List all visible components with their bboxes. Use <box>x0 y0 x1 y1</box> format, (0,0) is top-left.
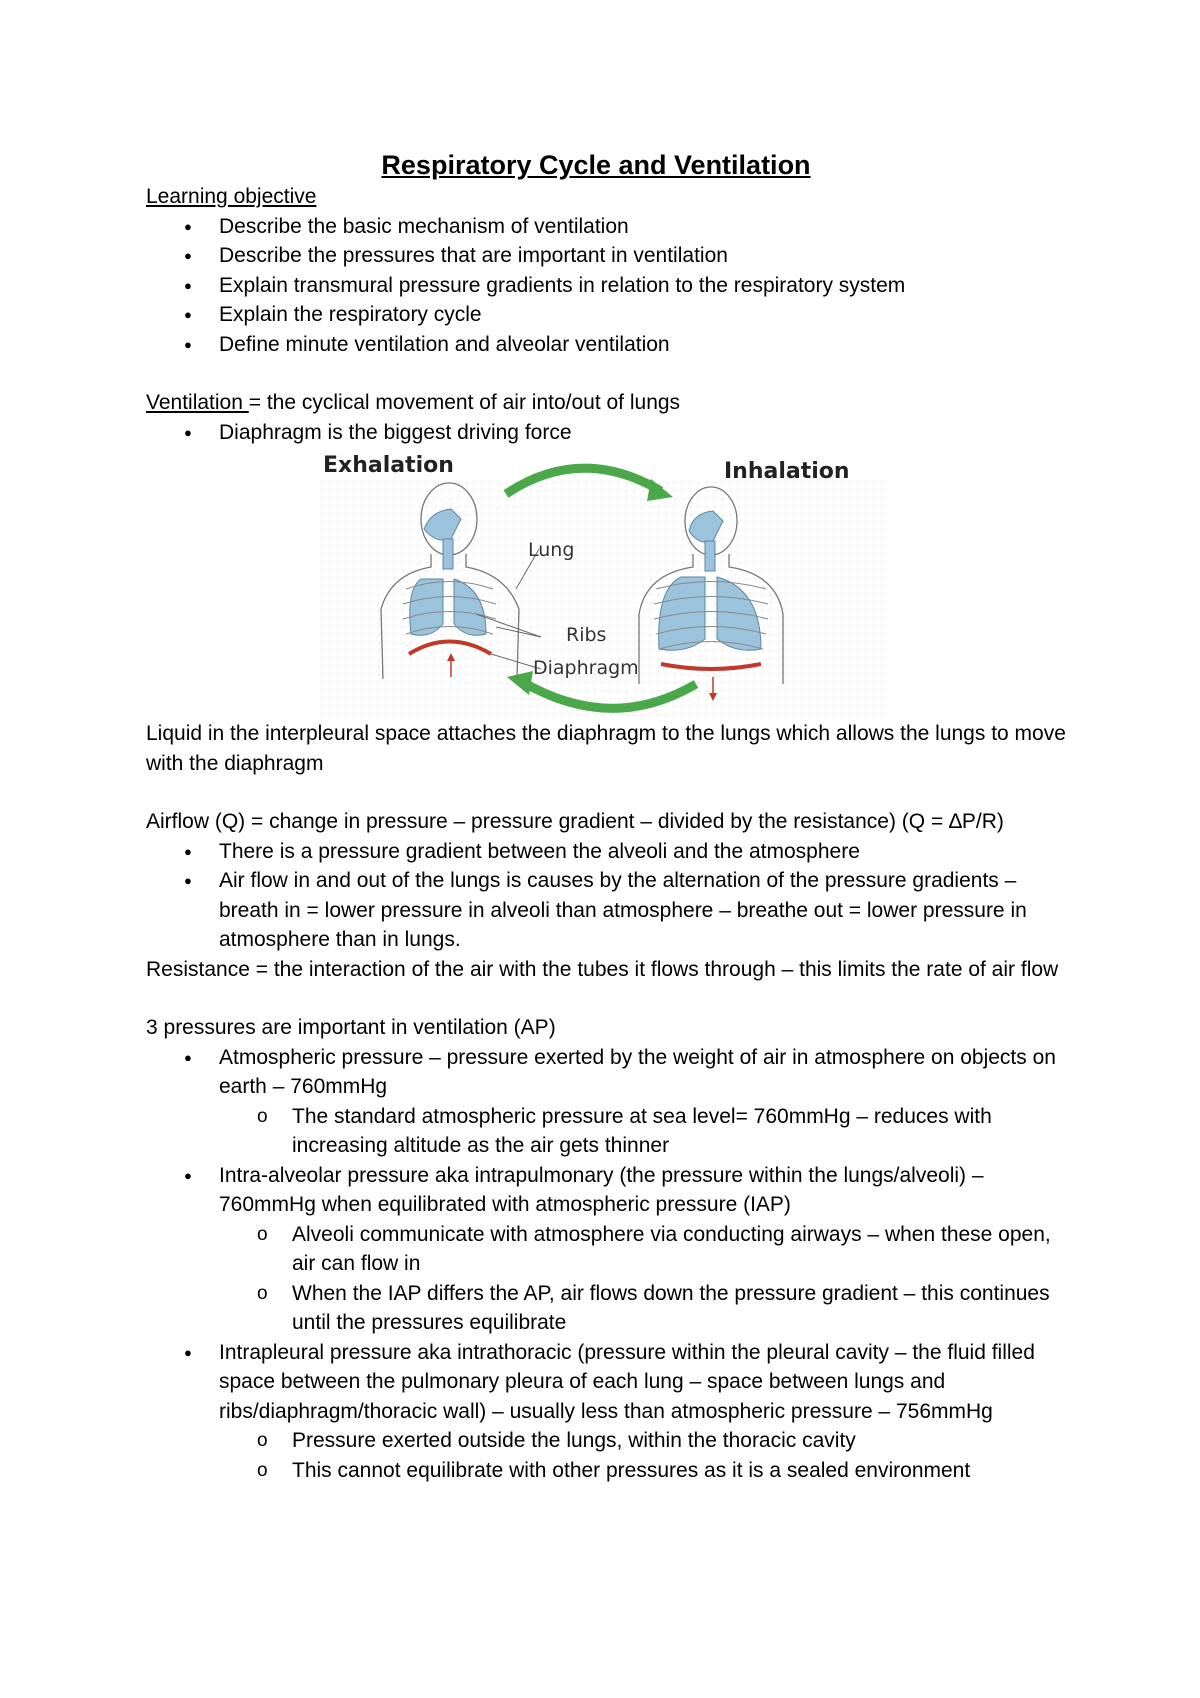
sub-list-item: o This cannot equilibrate with other pressures as it is a sealed environment <box>219 1456 1066 1486</box>
sub-list <box>219 1426 1066 1485</box>
ventilation-list <box>146 418 1066 448</box>
sub-list-item: o When the IAP differs the AP, air flows down the pressure gradient – this continues until the pressures equilibrate <box>219 1279 1066 1338</box>
ventilation-definition-text: = the cyclical movement of air into/out of lungs <box>248 391 681 414</box>
list-item: ● There is a pressure gradient between the alveoli and the atmosphere <box>146 837 1066 867</box>
airflow-list <box>146 837 1066 955</box>
lung-label: Lung <box>528 539 575 561</box>
sub-list <box>219 1220 1066 1338</box>
document-page <box>146 148 1066 1485</box>
list-item: ● Describe the pressures that are important in ventilation <box>146 241 1066 271</box>
diaphragm-label: Diaphragm <box>533 657 639 679</box>
resistance-definition: Resistance = the interaction of the air with the tubes it flows through – this limits the rate of air flow <box>146 957 1059 981</box>
learning-objective-heading: Learning objective <box>146 185 317 208</box>
pressures-heading: 3 pressures are important in ventilation (AP) <box>146 1016 556 1039</box>
list-item: ● Define minute ventilation and alveolar ventilation <box>146 330 1066 360</box>
sub-list <box>219 1102 1066 1161</box>
ribs-label: Ribs <box>566 624 607 646</box>
learning-objective-list <box>146 212 1066 360</box>
list-item <box>146 1043 1066 1161</box>
pressure-intrapleural: Intrapleural pressure aka intrathoracic (pressure within the pleural cavity – the fluid filled space between the pulmonary pleura of each lung – space between lungs and ribs/diaphragm/thoracic wall) – usually less than atmospheric pressure – 756mmHg <box>219 1340 1035 1423</box>
list-item <box>146 1338 1066 1486</box>
sub-list-item: o Pressure exerted outside the lungs, within the thoracic cavity <box>219 1426 1066 1456</box>
list-item: ● Describe the basic mechanism of ventilation <box>146 212 1066 242</box>
list-item: ● Diaphragm is the biggest driving force <box>146 418 1066 448</box>
interpleural-paragraph: Liquid in the interpleural space attaches the diaphragm to the lungs which allows the lungs to move with the diaphragm <box>146 722 1066 775</box>
ventilation-figure <box>321 449 886 719</box>
inhalation-label: Inhalation <box>724 459 850 484</box>
sub-list-item: o Alveoli communicate with atmosphere via conducting airways – when these open, air can flow in <box>219 1220 1066 1279</box>
ventilation-term: Ventilation <box>146 391 249 414</box>
pressure-intra-alveolar: Intra-alveolar pressure aka intrapulmonary (the pressure within the lungs/alveoli) – 760mmHg when equilibrated with atmospheric pressure (IAP) <box>219 1163 984 1216</box>
exhalation-label: Exhalation <box>323 453 454 478</box>
ventilation-definition <box>146 388 1066 418</box>
list-item <box>146 1161 1066 1338</box>
list-item: ● Explain transmural pressure gradients in relation to the respiratory system <box>146 271 1066 301</box>
pressures-list <box>146 1043 1066 1486</box>
sub-list-item: o The standard atmospheric pressure at sea level= 760mmHg – reduces with increasing altitude as the air gets thinner <box>219 1102 1066 1161</box>
page-title: Respiratory Cycle and Ventilation <box>381 150 811 180</box>
list-item: ● Air flow in and out of the lungs is causes by the alternation of the pressure gradients – breath in = lower pressure in alveoli than atmosphere – breathe out = lower pressure in atmosphere than in lungs. <box>146 866 1066 955</box>
list-item: ● Explain the respiratory cycle <box>146 300 1066 330</box>
airflow-definition: Airflow (Q) = change in pressure – pressure gradient – divided by the resistance) (Q = ∆P/R) <box>146 810 1004 833</box>
pressure-atmospheric: Atmospheric pressure – pressure exerted by the weight of air in atmosphere on objects on earth – 760mmHg <box>219 1045 1056 1098</box>
